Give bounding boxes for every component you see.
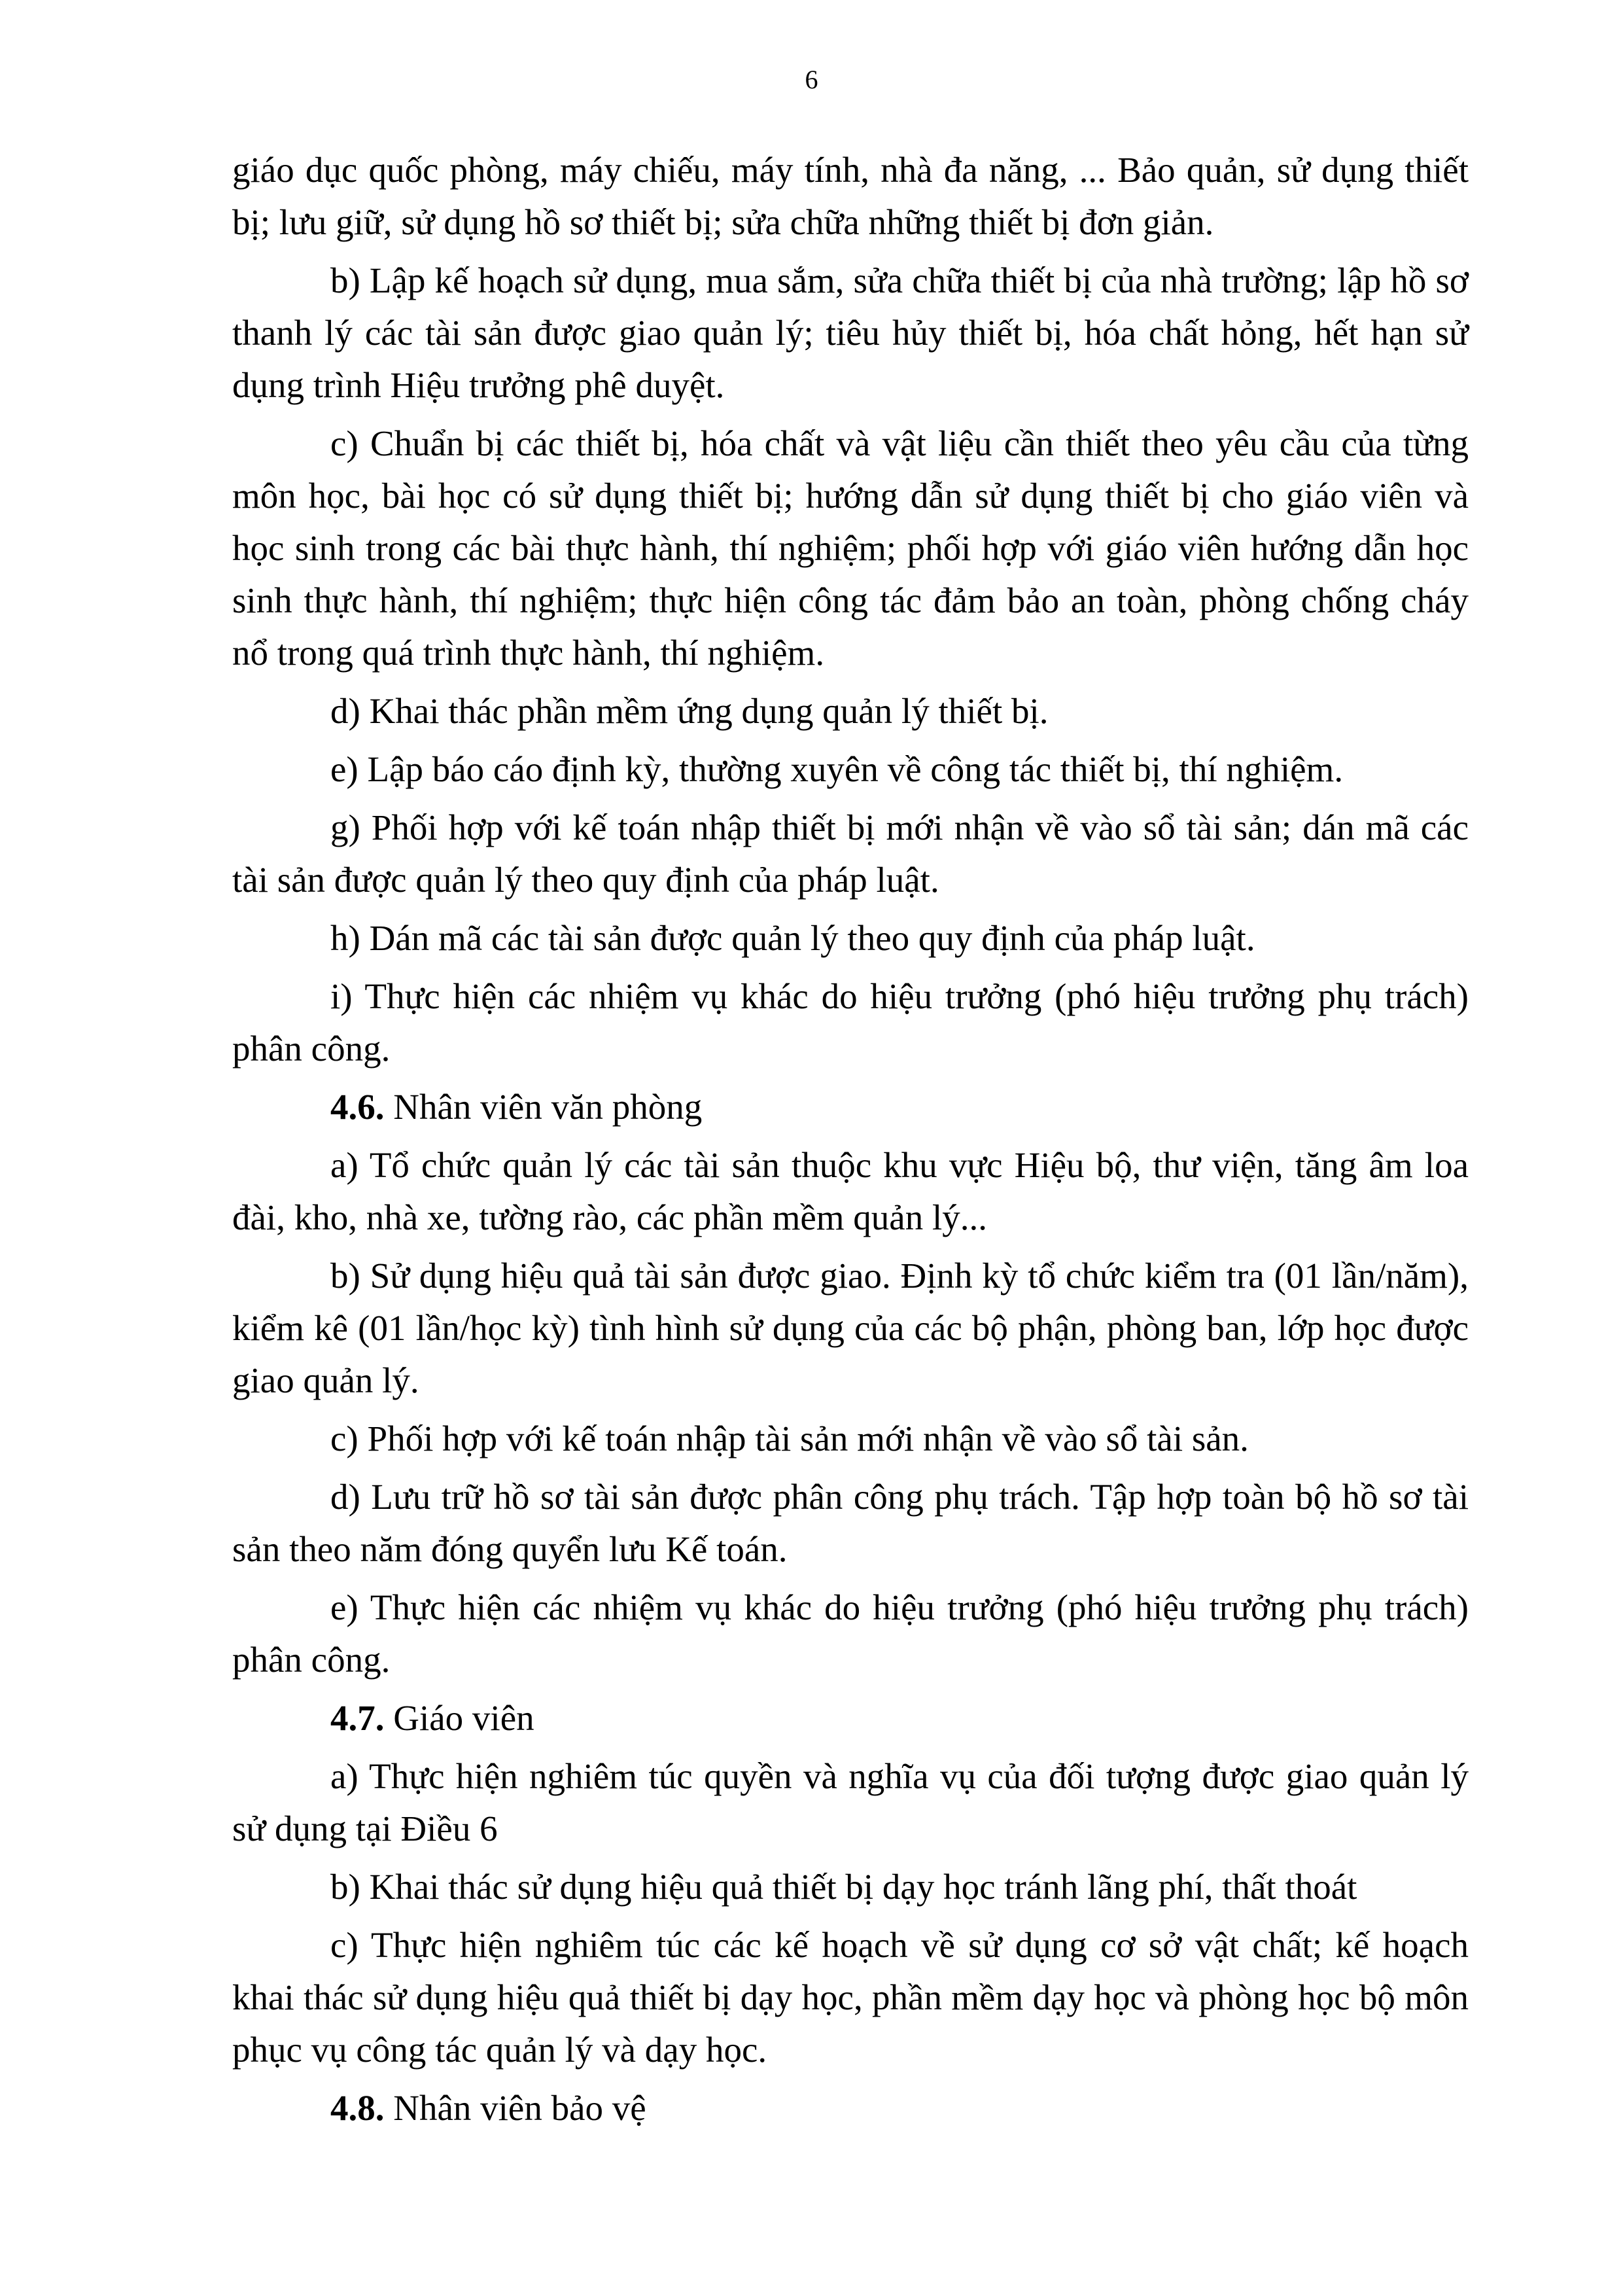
paragraph-item-i: i) Thực hiện các nhiệm vụ khác do hiệu trưởng (phó hiệu trưởng phụ trách) phân công. <box>232 976 1469 1069</box>
page-number: 6 <box>805 65 818 94</box>
section-4-6-item-b: b) Sử dụng hiệu quả tài sản được giao. Định kỳ tổ chức kiểm tra (01 lần/năm), kiểm kê (01 lần/học kỳ) tình hình sử dụng của các bộ phận, phòng ban, lớp học được giao quản lý. <box>232 1256 1469 1400</box>
section-4-6-item-c: c) Phối hợp với kế toán nhập tài sản mới nhận về vào sổ tài sản. <box>330 1419 1249 1458</box>
section-4-7-item-c: c) Thực hiện nghiêm túc các kế hoạch về sử dụng cơ sở vật chất; kế hoạch khai thác sử dụng hiệu quả thiết bị dạy học, phần mềm dạy học và phòng học bộ môn phục vụ công tác quản lý và dạy học. <box>232 1925 1469 2070</box>
section-heading-4-7 <box>232 1692 1469 1744</box>
paragraph-continuation: giáo dục quốc phòng, máy chiếu, máy tính, nhà đa năng, ... Bảo quản, sử dụng thiết bị; lưu giữ, sử dụng hồ sơ thiết bị; sửa chữa những thiết bị đơn giản. <box>232 150 1469 242</box>
document-body <box>232 144 1469 2140</box>
section-number: 4.6. <box>330 1087 385 1127</box>
section-heading-4-8 <box>232 2082 1469 2134</box>
paragraph-item-h: h) Dán mã các tài sản được quản lý theo quy định của pháp luật. <box>330 918 1255 958</box>
paragraph-item-c: c) Chuẩn bị các thiết bị, hóa chất và vật liệu cần thiết theo yêu cầu của từng môn học, bài học có sử dụng thiết bị; hướng dẫn sử dụng thiết bị cho giáo viên và học sinh trong các bài thực hành, thí nghiệm; phối hợp với giáo viên hướng dẫn học sinh thực hành, thí nghiệm; thực hiện công tác đảm bảo an toàn, phòng chống cháy nổ trong quá trình thực hành, thí nghiệm. <box>232 423 1469 673</box>
paragraph-item-b: b) Lập kế hoạch sử dụng, mua sắm, sửa chữa thiết bị của nhà trường; lập hồ sơ thanh lý các tài sản được giao quản lý; tiêu hủy thiết bị, hóa chất hỏng, hết hạn sử dụng trình Hiệu trưởng phê duyệt. <box>232 260 1469 405</box>
section-4-6-item-e: e) Thực hiện các nhiệm vụ khác do hiệu trưởng (phó hiệu trưởng phụ trách) phân công. <box>232 1587 1469 1680</box>
section-4-7-item-a: a) Thực hiện nghiêm túc quyền và nghĩa vụ của đối tượng được giao quản lý sử dụng tại Điều 6 <box>232 1756 1469 1848</box>
section-4-6-item-a: a) Tổ chức quản lý các tài sản thuộc khu vực Hiệu bộ, thư viện, tăng âm loa đài, kho, nhà xe, tường rào, các phần mềm quản lý... <box>232 1145 1469 1237</box>
paragraph-item-g: g) Phối hợp với kế toán nhập thiết bị mới nhận về vào sổ tài sản; dán mã các tài sản được quản lý theo quy định của pháp luật. <box>232 807 1469 900</box>
section-number: 4.7. <box>330 1698 385 1738</box>
section-title: Nhân viên bảo vệ <box>384 2088 646 2128</box>
section-heading-4-6 <box>232 1081 1469 1133</box>
section-4-6-item-d: d) Lưu trữ hồ sơ tài sản được phân công phụ trách. Tập hợp toàn bộ hồ sơ tài sản theo năm đóng quyển lưu Kế toán. <box>232 1477 1469 1569</box>
section-number: 4.8. <box>330 2088 385 2128</box>
section-title: Nhân viên văn phòng <box>384 1087 703 1127</box>
section-4-7-item-b: b) Khai thác sử dụng hiệu quả thiết bị dạy học tránh lãng phí, thất thoát <box>330 1867 1357 1907</box>
paragraph-item-d: d) Khai thác phần mềm ứng dụng quản lý thiết bị. <box>330 691 1049 731</box>
paragraph-item-e: e) Lập báo cáo định kỳ, thường xuyên về công tác thiết bị, thí nghiệm. <box>330 749 1344 789</box>
section-title: Giáo viên <box>384 1698 534 1738</box>
